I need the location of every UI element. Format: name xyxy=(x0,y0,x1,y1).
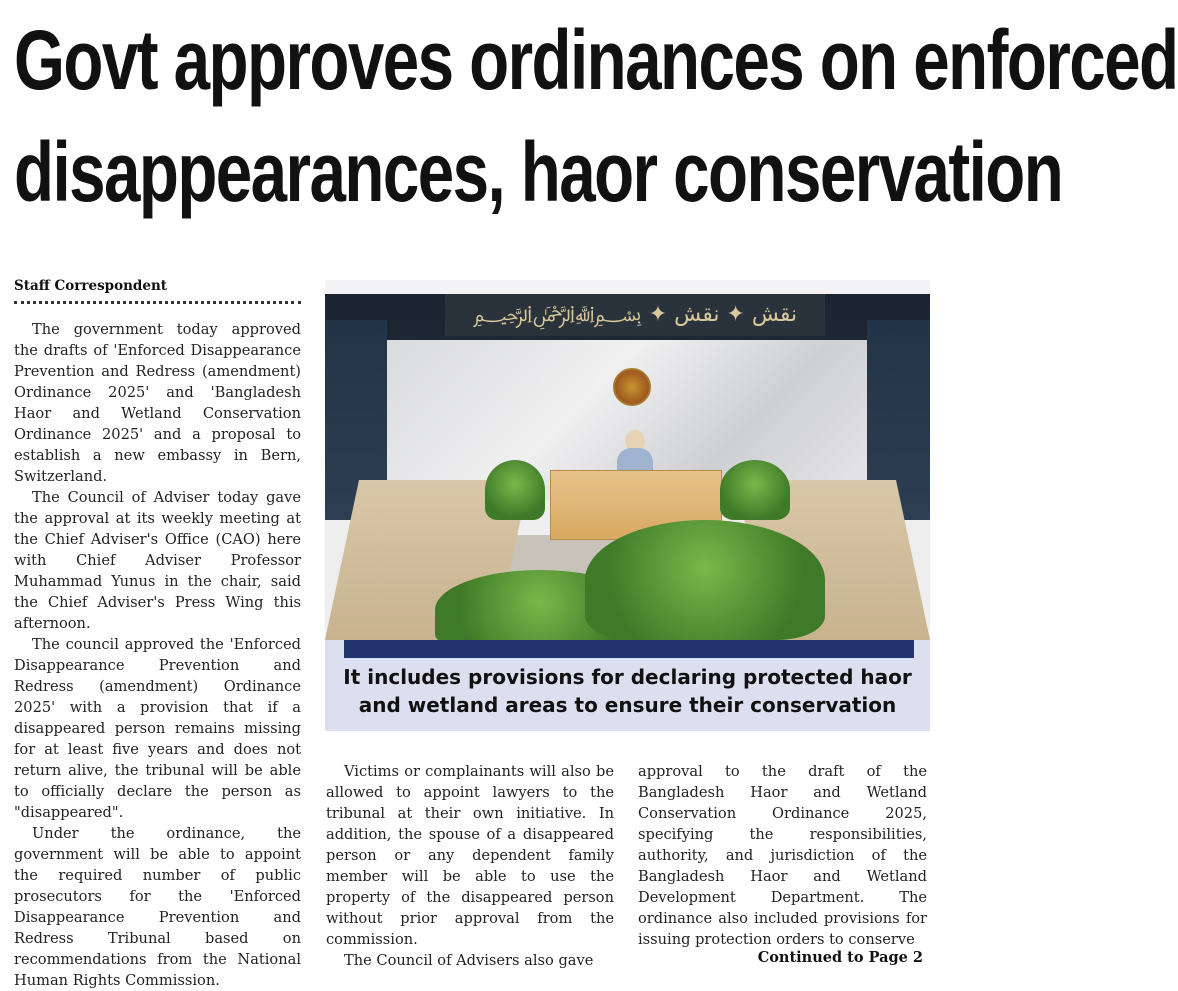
article-column-2 xyxy=(326,761,614,971)
paragraph: Under the ordinance, the government will be able to appoint the required number of public prosecutors for the 'Enforced Disappearance Prevention and Redress Tribunal based on recommendations from the National Human Rights Commission. xyxy=(14,825,301,989)
paragraph: Victims or complainants will also be allowed to appoint lawyers to the tribunal at their own initiative. In addition, the spouse of a disappeared person or any dependent family member will be able to use the property of the disappeared person without prior approval from the commission. xyxy=(326,763,614,948)
caption-line-1: It includes provisions for declaring protected haor xyxy=(343,665,912,689)
photo-inscription-band: ﷽ ✦ ﻧﻘﺶ ✦ ﻧﻘﺶ xyxy=(445,294,825,336)
headline-line-1: Govt approves ordinances on enforced xyxy=(14,13,1178,107)
headline xyxy=(14,4,1178,228)
government-emblem-icon xyxy=(613,368,651,406)
caption-line-2: and wetland areas to ensure their conservation xyxy=(358,693,897,717)
news-photo xyxy=(325,280,930,640)
headline-line-2: disappearances, haor conservation xyxy=(14,125,1063,219)
dotted-divider xyxy=(14,301,301,304)
paragraph: The Council of Adviser today gave the approval at its weekly meeting at the Chief Adviser's Office (CAO) here with Chief Adviser Professor Muhammad Yunus in the chair, said the Chief Adviser's Press Wing this afternoon. xyxy=(14,489,301,632)
photo-caption xyxy=(325,663,930,719)
paragraph: approval to the draft of the Bangladesh Haor and Wetland Conservation Ordinance 2025, specifying the responsibilities, authority, and jurisdiction of the Bangladesh Haor and Wetland Development Department. The ordinance also included provisions for issuing protection orders to conserve xyxy=(638,763,927,948)
continued-link[interactable]: Continued to Page 2 xyxy=(757,949,923,966)
paragraph: The Council of Advisers also gave xyxy=(344,952,594,969)
byline: Staff Correspondent xyxy=(14,278,168,294)
article-column-1 xyxy=(14,319,301,991)
article-column-3 xyxy=(638,761,927,950)
plant-icon xyxy=(720,460,790,520)
paragraph: The government today approved the drafts of 'Enforced Disappearance Prevention and Redress (amendment) Ordinance 2025' and 'Bangladesh Haor and Wetland Conservation Ordinance 2025' and a proposal to establish a new embassy in Bern, Switzerland. xyxy=(14,321,301,485)
plant-icon xyxy=(485,460,545,520)
caption-accent-bar xyxy=(344,640,914,658)
plant-icon xyxy=(585,520,825,640)
paragraph: The council approved the 'Enforced Disappearance Prevention and Redress (amendment) Ordinance 2025' with a provision that if a disappeared person remains missing for at least five years and does not return alive, the tribunal will be able to officially declare the person as "disappeared". xyxy=(14,636,301,821)
